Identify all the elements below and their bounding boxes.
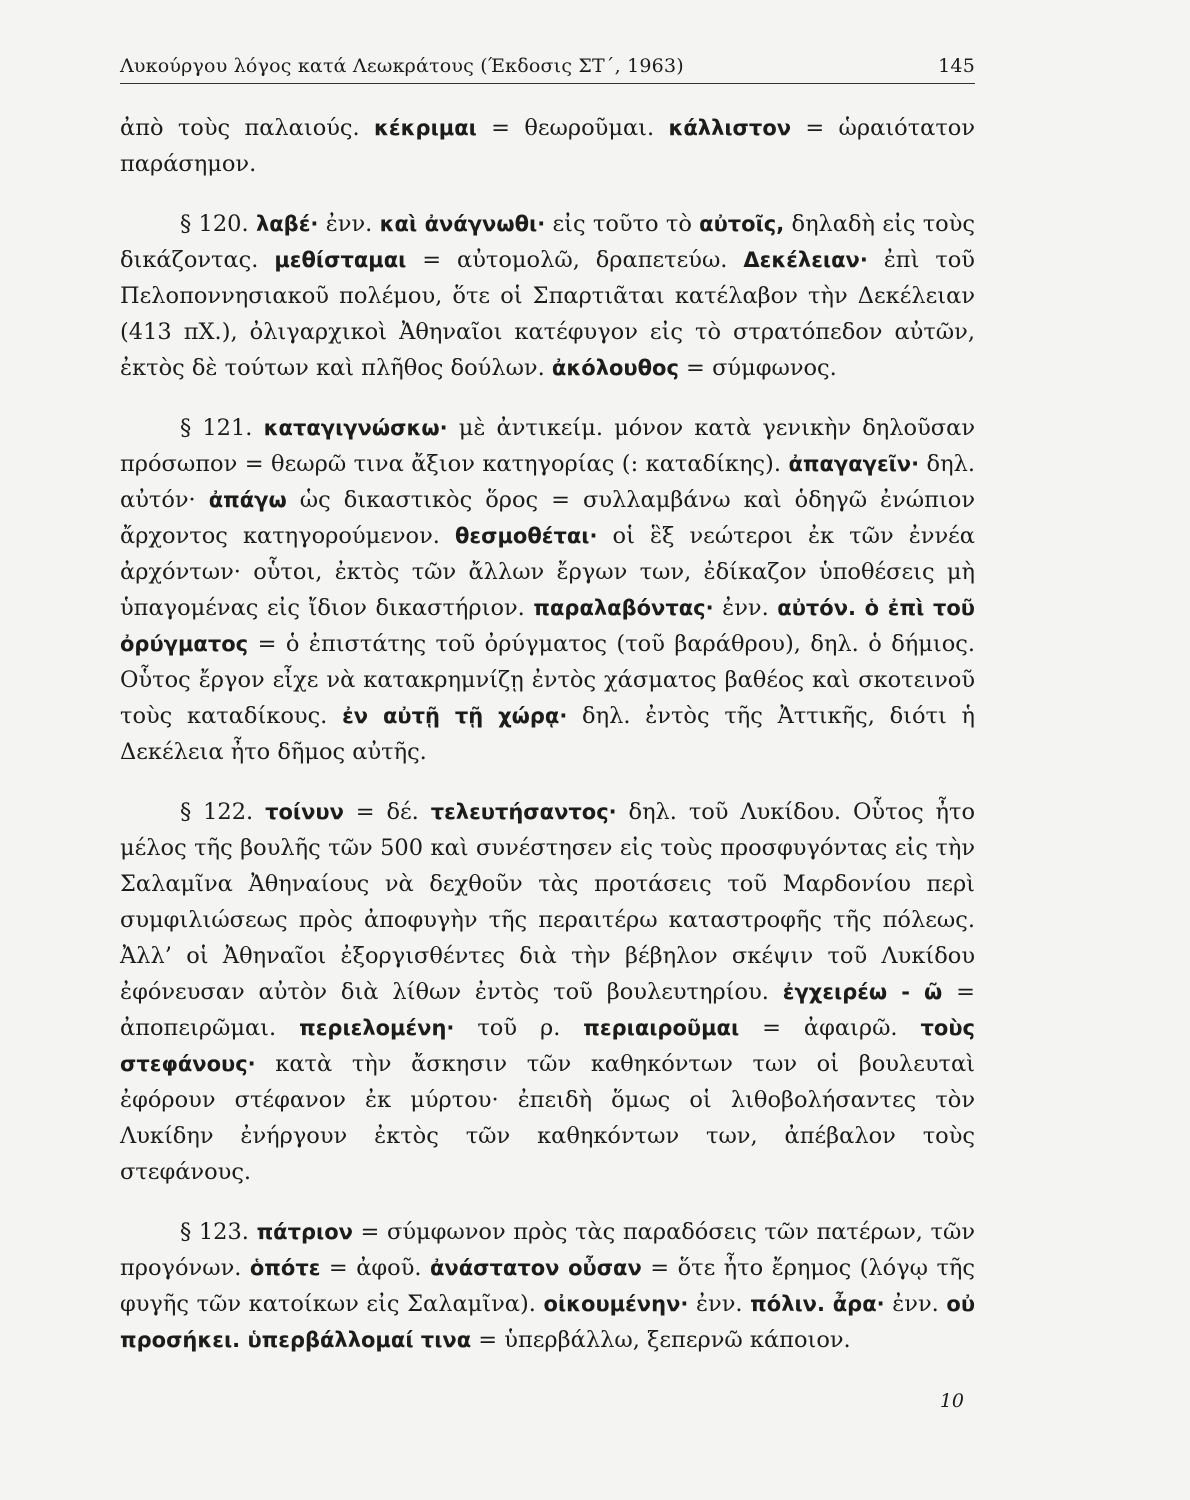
commentary-text: μὲ ἀντικείμ. μόνον κατὰ γενικὴν δηλοῦσαν πρόσωπον = θεωρῶ τινα ἄξιον κατηγορίας (: καταδίκης). <box>120 415 976 477</box>
lemma-term: οἰκουμένην· <box>543 1292 689 1316</box>
commentary-text: = ἀφοῦ. <box>320 1255 430 1281</box>
lemma-term: λαβέ· <box>255 212 319 236</box>
commentary-text: ἐνν. <box>688 1291 751 1317</box>
lemma-term: πάτριον <box>256 1220 353 1244</box>
commentary-text: = σύμφωνον πρὸς τὰς παραδόσεις τῶν πατέρων, τῶν προγόνων. <box>120 1219 976 1281</box>
body-text <box>120 110 975 1358</box>
commentary-text: = ὅτε ἦτο ἔρημος (λόγῳ τῆς φυγῆς τῶν κατοίκων εἰς Σαλαμῖνα). <box>120 1255 975 1317</box>
paragraph-section <box>120 1214 975 1358</box>
commentary-text: δηλ. τοῦ Λυκίδου. Οὗτος ἦτο μέλος τῆς βουλῆς τῶν 500 καὶ συνέστησεν εἰς τοὺς προσφυγόντας εἰς τὴν Σαλαμῖνα Ἀθηναίους νὰ δεχθοῦν τὰς προτάσεις τοῦ Μαρδονίου περὶ συμφιλιώσεως πρὸς ἀποφυγὴν τῆς περαιτέρω καταστροφῆς τῆς πόλεως. Ἀλλ’ οἱ Ἀθηναῖοι ἐξοργισθέντες διὰ τὴν βέβηλον σκέψιν τοῦ Λυκίδου ἐφόνευσαν αὐτὸν διὰ λίθων ἐντὸς τοῦ βουλευτηρίου. <box>120 799 976 1005</box>
commentary-text: = ἀποπειρῶμαι. <box>120 979 975 1041</box>
commentary-text: = ὑπερβάλλω, ξεπερνῶ κάποιον. <box>471 1327 851 1353</box>
section-number: § 121. <box>180 415 253 441</box>
commentary-text: = ὁ ἐπιστάτης τοῦ ὀρύγματος (τοῦ βαράθρου), δηλ. ὁ δήμιος. Οὗτος ἔργον εἶχε νὰ κατακρημνίζῃ ἐντὸς χάσματος βαθέος καὶ σκοτεινοῦ τοὺς καταδίκους. <box>120 631 975 729</box>
signature-mark: 10 <box>939 1390 964 1412</box>
lemma-term: παραλαβόντας· <box>533 596 714 620</box>
section-number: § 122. <box>180 799 254 825</box>
commentary-text: = θεωροῦμαι. <box>476 115 669 141</box>
lemma-term: Δεκέλειαν· <box>743 248 868 272</box>
lemma-term: καταγιγνώσκω· <box>263 416 448 440</box>
lemma-term: ἀπαγαγεῖν· <box>788 452 920 476</box>
running-title: Λυκούργου λόγος κατά Λεωκράτους (Έκδοσις ΣΤ΄, 1963) <box>120 55 684 77</box>
lemma-term: ὁπότε <box>249 1256 321 1280</box>
page-number: 145 <box>938 55 975 77</box>
commentary-text: = ἀφαιρῶ. <box>739 1015 921 1041</box>
commentary-text: ἐνν. <box>318 211 380 237</box>
lemma-term: τελευτήσαντος· <box>430 800 617 824</box>
running-header <box>120 55 975 84</box>
page <box>120 55 975 1382</box>
lemma-term: αὐτόν. ὁ ἐπὶ τοῦ ὀρύγματος <box>120 596 975 656</box>
commentary-text: ἐπὶ τοῦ Πελοποννησιακοῦ πολέμου, ὅτε οἱ Σπαρτιᾶται κατέλαβον τὴν Δεκέλειαν (413 πΧ.), ὀλιγαρχικοὶ Ἀθηναῖοι κατέφυγον εἰς τὸ στρατόπεδον αὐτῶν, ἐκτὸς δὲ τούτων καὶ πλῆθος δούλων. <box>120 247 975 381</box>
paragraph-section <box>120 206 975 386</box>
lemma-term: ἀνάστατον οὖσαν <box>430 1256 642 1280</box>
paragraph-section <box>120 410 975 770</box>
lemma-term: ἀπάγω <box>208 488 287 512</box>
commentary-text: δηλαδὴ εἰς τοὺς δικάζοντας. <box>120 211 975 273</box>
commentary-text: = ὡραιότατον παράσημον. <box>120 115 976 177</box>
commentary-text: ἐνν. <box>713 595 778 621</box>
lemma-term: ἐν αὐτῇ τῇ χώρᾳ· <box>342 704 568 728</box>
lemma-term: τοίνυν <box>265 800 344 824</box>
commentary-text: = δέ. <box>343 799 431 825</box>
commentary-text <box>249 1219 257 1245</box>
lemma-term: τοὺς στεφάνους· <box>120 1016 975 1076</box>
commentary-text: δηλ. αὐτόν· <box>120 451 975 513</box>
lemma-term: οὐ προσήκει. ὑπερβάλλομαί τινα <box>120 1292 976 1352</box>
lemma-term: περιαιροῦμαι <box>583 1016 740 1040</box>
paragraph-section <box>120 794 975 1190</box>
lemma-term: μεθίσταμαι <box>274 248 407 272</box>
lemma-term: ἐγχειρέω - ῶ <box>782 980 943 1004</box>
commentary-text: ἀπὸ τοὺς παλαιούς. <box>120 115 375 141</box>
commentary-text <box>253 799 265 825</box>
commentary-text: ἐνν. <box>884 1291 947 1317</box>
commentary-text: κατὰ τὴν ἄσκησιν τῶν καθηκόντων των οἱ βουλευταὶ ἐφόρουν στέφανον ἐκ μύρτου· ἐπειδὴ ὅμως οἱ λιθοβολήσαντες τὸν Λυκίδην ἐνήργουν ἐκτὸς τῶν καθηκόντων των, ἀπέβαλον τοὺς στεφάνους. <box>120 1051 975 1185</box>
commentary-text: δηλ. ἐντὸς τῆς Ἀττικῆς, διότι ἡ Δεκέλεια ἦτο δῆμος αὐτῆς. <box>120 703 975 765</box>
section-number: § 120. <box>180 211 249 237</box>
commentary-text: οἱ ἓξ νεώτεροι ἐκ τῶν ἐννέα ἀρχόντων· οὗτοι, ἐκτὸς τῶν ἄλλων ἔργων των, ἐδίκαζον ὑποθέσεις μὴ ὑπαγομένας εἰς ἴδιον δικαστήριον. <box>120 523 975 621</box>
commentary-text: τοῦ ρ. <box>454 1015 584 1041</box>
lemma-term: πόλιν. ἆρα· <box>750 1292 885 1316</box>
commentary-text: = σύμφωνος. <box>678 355 837 381</box>
commentary-text: = αὐτομολῶ, δραπετεύω. <box>406 247 744 273</box>
lemma-term: ἀκόλουθος <box>551 356 679 380</box>
commentary-text: εἰς τοῦτο τὸ <box>545 211 700 237</box>
lemma-term: θεσμοθέται· <box>454 524 598 548</box>
lemma-term: κάλλιστον <box>668 116 792 140</box>
lemma-term: αὐτοῖς, <box>699 212 785 236</box>
section-number: § 123. <box>180 1219 249 1245</box>
lemma-term: καὶ ἀνάγνωθι· <box>379 212 546 236</box>
paragraph-continuation <box>120 110 975 182</box>
commentary-text <box>249 211 256 237</box>
lemma-term: κέκριμαι <box>374 116 477 140</box>
commentary-text <box>252 415 263 441</box>
lemma-term: περιελομένη· <box>299 1016 455 1040</box>
commentary-text: ὡς δικαστικὸς ὅρος = συλλαμβάνω καὶ ὁδηγῶ ἐνώπιον ἄρχοντος κατηγορούμενον. <box>120 487 975 549</box>
